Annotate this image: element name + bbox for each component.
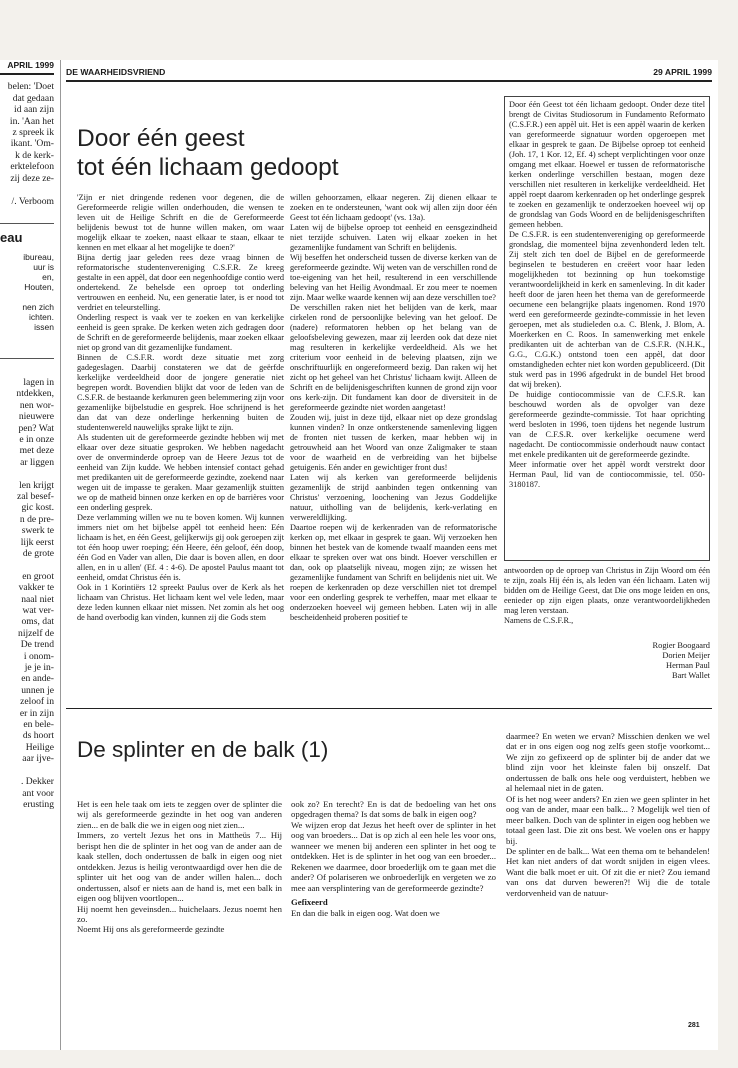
article1-paragraph: antwoorden op de oproep van Christus in Zijn Woord om één te zijn, zoals Hij één is, als leden van één lichaam. Laten wij bidden om de Heilige Geest, dat Die ons moge leiden en ons, eenieder op zijn eigen plaats, onze verantwoordelijkheden mag leren verstaan. <box>504 566 710 615</box>
info-box-paragraph: Door één Geest tot één lichaam gedoopt. Onder deze titel brengt de Civitas Studiosorum in Fundamento Reformato (C.S.F.R.) een appèl uit. Het is een appèl waarin de kerken van gereformeerde signatuur worden opgeroepen met elkaar in gesprek te gaan. De Bijbelse oproep tot eenheid (Joh. 17, 1 Kor. 12, Ef. 4) schept verplichtingen voor onze omgang met elkaar. Hoewel er tussen de reformatorische kerken onderlinge verschillen bestaan, mogen deze verschillen niet resulteren in kerkelijke verdeeldheid. Het appèl roept daarom kerkenraden op het onderlinge gesprek te zoeken en gezamenlijk te onderzoeken hoeveel wij op de grondslag van Gods Woord en de belijdenisgeschriften gemeen hebben. <box>509 100 705 229</box>
left-page-text-top <box>0 81 54 184</box>
left-page-line: dat gedaan <box>12 92 54 104</box>
article1-signatories <box>560 641 710 681</box>
article1-column-1 <box>77 193 284 623</box>
info-box-paragraph: Meer informatie over het appèl wordt verstrekt door Herman Paul, lid van de contiocommissie, tel. 050-3180187. <box>509 460 705 489</box>
article1-paragraph: Wij beseffen het onderscheid tussen de diverse kerken van de gereformeerde gezindte. Wij weten van de verschillen rond de toe-eigening van het heil, resulterend in een verschillende beleving van het Heilig Avondmaal. Er zou meer te noemen zijn. Maar welke waarde kennen wij aan deze verschillen toe? <box>290 253 497 302</box>
left-page-line: i onom- <box>23 650 54 662</box>
left-page-line: zal besef- <box>16 490 54 502</box>
left-page-line: lijk eerst <box>20 536 54 548</box>
signatory-name: Rogier Boogaard <box>652 641 710 650</box>
left-page-line <box>0 559 54 570</box>
article1-title-line1: Door één geest <box>77 125 245 152</box>
article2-paragraph: De splinter en de balk... Wat een thema om te behandelen! Het kan niet anders of dat wordt snijden in eigen vlees. Want die balk moet er uit. Of zit die er niet? Zou iemand van ons dat durven beweren?! Wij die de totale verdorvenheid van de natuur- <box>506 845 710 898</box>
article1-column-3 <box>504 566 710 626</box>
scan-right-margin <box>718 0 738 1068</box>
left-page-box-line: issen <box>34 321 54 332</box>
left-page-line: Heilige <box>25 741 54 753</box>
left-page-line: nijzelf de <box>18 627 54 639</box>
left-page-box-line: uur is <box>33 261 54 272</box>
left-page-line: swerk te <box>21 525 54 537</box>
left-page-line: ar liggen <box>20 456 54 468</box>
left-page-line: nieuwere <box>18 411 54 423</box>
article2-title: De splinter en de balk (1) <box>77 737 329 762</box>
left-page-text-bottom <box>0 377 54 810</box>
left-page-line: oms, dat <box>21 616 54 628</box>
left-page-line: k de kerk- <box>15 149 54 161</box>
left-page-box-line: ibureau, <box>23 251 54 262</box>
article2-paragraph: ook zo? En terecht? En is dat de bedoeling van het ons opgedragen thema? Is dat soms de balk in eigen oog? <box>291 799 496 820</box>
left-page-box-line: en, <box>42 271 54 282</box>
left-page-line: unnen je <box>21 684 54 696</box>
article2-paragraph: Hij noemt hen geveinsden... huichelaars. Jezus noemt hen zo. <box>77 903 282 924</box>
left-page-strip <box>0 60 54 1050</box>
left-page-line: aar ijve- <box>22 753 54 765</box>
scan-top-margin <box>0 0 738 60</box>
left-page-header: APRIL 1999 <box>0 60 54 75</box>
article2-paragraph: En dan die balk in eigen oog. Wat doen we <box>291 907 440 918</box>
left-page-line: naal niet <box>21 593 54 605</box>
article2-subheading: Gefixeerd <box>291 897 328 908</box>
left-page-line: erktelefoon <box>10 161 54 173</box>
left-page-line: zeloof in <box>20 696 54 708</box>
left-page-line: belen: 'Doet <box>7 81 54 93</box>
article1-paragraph: willen gehoorzamen, elkaar negeren. Zij dienen elkaar te zoeken en te ondersteunen, 'want ook wij allen zijn door één Geest tot één lichaam gedoopt' (vs. 13a). <box>290 193 497 222</box>
article1-paragraph: Zouden wij, juist in deze tijd, elkaar niet op deze grondslag kunnen vinden? In onze ontkerstenende samenleving liggen de fronten niet tussen de kerken, maar hebben wij in getrouwheid aan het Woord van onze Zaligmaker te staan voor de waarheid en de verbreiding van het bijbelse getuigenis. Eén ander en gewichtiger front dus! <box>290 413 497 472</box>
article1-column-2 <box>290 193 497 623</box>
left-page-line: en bele- <box>23 719 54 731</box>
scan-bottom-margin <box>0 1050 738 1068</box>
left-page-line: er in zijn <box>19 707 54 719</box>
page-gutter <box>60 60 61 1050</box>
left-page-box <box>0 223 54 358</box>
article1-paragraph: Daartoe roepen wij de kerkenraden van de reformatorische kerken op, met elkaar in gesprek te gaan. Wij verzoeken hen binnen het bestek van de komende twaalf maanden eens met elkaar te spreken over wat ons bindt. Hoever verschillen er dan, ook op plaatselijk niveau, mogen zijn; ze wissen het gezamenlijke fundament van Schrift en belijdenis niet uit. We roepen de kerkenraden op deze verschillen niet tot drempel voor een onderling gesprek te verheffen, maar met elkaar te onderzoeken hoeveel wij gemeen hebben. Laten wij in alle bescheidenheid proberen positief te <box>290 523 497 622</box>
article2-column-3 <box>506 731 710 898</box>
article1-paragraph: De verschillen raken niet het belijden van de kerk, maar cirkelen rond de persoonlijke beleving van het geloof. De (nadere) reformatoren hebben op het belang van de geloofsbeleving gewezen, maar zij leerden ook dat deze niet mag resulteren in kerkelijke verdeeldheid. Als we het criterium voor eenheid in de beleving plaatsen, zijn we onschriftuurlijk en ongereformeerd bezig. Dan raken wij het zicht op het geheel van het Christus' lichaam kwijt. Alleen de Schrift en de belijdenisgeschriften kunnen de grond zijn voor ons kerk-zijn. Dit fundament kan door de diversiteit in de gereformeerde gezindte niet worden aangetast! <box>290 303 497 412</box>
left-page-line: de grote <box>22 547 54 559</box>
publication-date: 29 APRIL 1999 <box>653 67 712 77</box>
signatory-name: Bart Wallet <box>671 671 710 681</box>
left-page-line: lagen in <box>23 376 54 388</box>
left-page-line: De trend <box>20 639 54 651</box>
page-number: 281 <box>688 1022 700 1029</box>
left-page-line: gic kost. <box>21 502 54 514</box>
info-box-paragraph: De huidige contiocommissie van de C.F.S.R. kan beschouwd worden als de opvolger van deze gereformeerde gezindte-commissie. Tot haar oprichting werd besloten in 1996, toen tijdens het negende lustrum van de C.F.S.R. over kerkelijke oecumene werd nagedacht. De contiocommissie onderhoudt nauw contact met enkele predikanten uit de gereformeerde gezindte. <box>509 390 705 459</box>
left-page-line: z spreek ik <box>12 127 54 139</box>
left-page-line: e in onze <box>19 433 54 445</box>
signatory-name: Herman Paul <box>666 661 710 671</box>
left-page-line: nen wor- <box>19 399 54 411</box>
article2-paragraph: Het is een hele taak om iets te zeggen over de splinter die wij als gereformeerde gezindte in het oog van anderen zien... en de balk die we in eigen oog niet zien... <box>77 799 282 830</box>
left-page-line: pen? Wat <box>18 422 54 434</box>
left-page-line: zij deze ze- <box>10 172 54 184</box>
article1-paragraph: 'Zijn er niet dringende redenen voor degenen, die de Gereformeerde religie willen onderhouden, die wensen te leven uit de Heilige Schrift en die de Gereformeerde belijdenis bewust tot de hunne willen maken, om waar mogelijk elkaar te zoeken, naast elkaar te staan, elkaar te kennen en met elkaar al het mogelijke te doen?' <box>77 193 284 252</box>
article1-paragraph: Ook in 1 Korintiërs 12 spreekt Paulus over de Kerk als het lichaam van Christus. Het lichaam kent wel vele leden, maar deze leden kunnen elkaar niet missen. Net zomin als het oog de hand overbodig kan vinden, kunnen zij die Gods stem <box>77 583 284 622</box>
left-page-line: ntdekken, <box>16 388 54 400</box>
article1-paragraph: Als studenten uit de gereformeerde gezindte hebben wij met elkaar over deze situatie gesproken. We hebben nagedacht over de onverminderde oproep van de Heere Jezus tot de eenheid van Zijn kudde. We hebben intensief contact gehad met predikanten uit de gereformeerde gezindte, zoekend naar wegen uit de impasse te geraken. Maar gezamenlijk stuitten we op de matheid binnen onze kerken en op de barrières voor een onderling gesprek. <box>77 433 284 512</box>
left-page-box-text <box>0 252 54 332</box>
article1-paragraph: Bijna dertig jaar geleden rees deze vraag binnen de reformatorische studentenvereniging C.S.F.R. Ze kreeg gestalte in een appèl, dat door een negenhoofdige contio werd ondertekend. Ze behelsde een oproep tot onderling vertrouwen en eenheid. Nu, een generatie later, is er nood tot verdriet en teleurstelling. <box>77 253 284 312</box>
left-page-box-line <box>0 292 54 302</box>
article1-paragraph: Laten wij de bijbelse oproep tot eenheid en eensgezindheid niet terzijde schuiven. Laten wij elkaar zoeken in het gezamenlijke fundament van Schrift en belijdenis. <box>290 223 497 252</box>
article1-title <box>77 124 457 182</box>
left-page-line: en ande- <box>21 673 54 685</box>
article2-paragraph: Of is het nog weer anders? En zien we geen splinter in het oog van de ander, maar een balk... ? Mogelijk wel tien of meer balken. Doch van de splinter in eigen oog hebben we totaal geen last. Die zit ons best. We voelen ons er happy bij. <box>506 793 710 846</box>
article1-paragraph: Deze verlamming willen we nu te boven komen. Wij kunnen immers niet om het bijbelse appèl tot eenheid heen: Eén lichaam is het, en één Geest, gelijkerwijs gij ook geroepen zijt tot één hoop uwer roeping; één Heere, één geloof, één doop, één God en Vader van allen, Die daar is boven allen, en door allen, en in u allen' (Ef. 4 : 4-6). De apostel Paulus maant tot eenheid, omdat Christus één is. <box>77 513 284 582</box>
left-page-line: . Dekker <box>20 776 54 788</box>
left-page-line <box>0 765 54 776</box>
left-page-line: ant voor <box>22 787 54 799</box>
article2-column-2 <box>291 799 496 918</box>
running-header <box>66 66 712 82</box>
left-page-line: in. 'Aan het <box>9 115 54 127</box>
article1-info-box <box>504 96 710 561</box>
signatory-name: Dorien Meijer <box>662 651 710 661</box>
left-page-line: en groot <box>22 570 54 582</box>
left-page-line: n de pre- <box>19 513 54 525</box>
article1-paragraph: Laten wij als kerken van gereformeerde belijdenis gezamenlijk de strijd aanbinden tegen ontkenning van Christus' verzoening, loochening van Jezus Goddelijke natuur, uitholling van de belijdenis, kerk-verlating en verwereldlijking. <box>290 473 497 522</box>
left-page-box-title: eau <box>0 230 23 246</box>
left-page-line: met deze <box>19 445 54 457</box>
left-page-line <box>0 468 54 479</box>
article2-paragraph: We wijzen erop dat Jezus het heeft over de splinter in het oog van broeders... Dat is op zich al een hele les voor ons, wanneer we menen bij anderen een splinter in het oog te ontdekken. Het is de splinter in het oog van een broeder... Rekenen we daarmee, door broederlijk om te gaan met die ander? Of polariseren we onbroederlijk en vergeten we zo mee aan versplintering van de gereformeerde gezindte? <box>291 819 496 893</box>
left-page-line: id aan zijn <box>14 104 54 116</box>
article2-paragraph: Immers, zo vertelt Jezus het ons in Mattheüs 7... Hij berispt hen die de splinter in het oog van de ander aan de kaak stellen, doch ondertussen de balk in eigen oog niet ontdekken. Jezus is heilig verontwaardigd over hen die de splinter uit het oog van de ander willen halen... doch ondertussen, alsof er niets aan de hand is, met een balk in eigen oog blijven voortlopen... <box>77 830 282 904</box>
left-page-line: wat ver- <box>22 605 54 616</box>
section-divider <box>66 708 712 709</box>
publication-name: DE WAARHEIDSVRIEND <box>66 67 166 77</box>
left-page-line: erusting <box>23 798 54 810</box>
left-page-line: je je in- <box>24 662 54 674</box>
left-page-box-line: nen zich <box>22 301 54 312</box>
left-page-line: vakker te <box>18 582 54 594</box>
article2-paragraph: daarmee? En weten we ervan? Misschien denken we wel dat er in ons eigen oog nog zelfs geen stofje voorkomt... We zijn zo gefixeerd op de splinter bij de ander dat we blind zijn voor het kleinste falen bij onszelf. Dat ondertussen de balk ons hele oog verduistert, hebben we al helemaal niet in de gaten. <box>506 731 710 794</box>
left-page-box-line: Houten, <box>24 281 54 292</box>
article1-paragraph: Namens de C.S.F.R., <box>504 616 574 625</box>
left-page-line: len krijgt <box>19 479 54 491</box>
article1-paragraph: Binnen de C.S.F.R. wordt deze situatie met zorg gadegeslagen. Daarbij constateren we dat de geërfde kerkelijke verdeeldheid door de jongere generatie niet begrepen wordt. Bovendien blijkt dat voor de leden van de C.S.F.R. de bestaande kerkmuren geen belemmering zijn voor gezamenlijke bijbelstudie en gesprek. Hoe schrijnend is het dan dat van deze onderlinge herkenning buiten de studentenwereld nauwelijks sprake lijkt te zijn. <box>77 353 284 432</box>
left-page-box-line: ichten. <box>28 311 54 322</box>
left-page-signature: /. Verboom <box>11 196 54 208</box>
left-page-line: ds hoort <box>22 730 54 742</box>
article2-column-1 <box>77 799 282 935</box>
article1-paragraph: Onderling respect is vaak ver te zoeken en van kerkelijke eenheid is geen sprake. De kerken weten zich gedragen door de Schrift en de gereformeerde belijdenis, maar zoeken elkaar niet op grond van dit gezamenlijke fundament. <box>77 313 284 352</box>
article1-title-line2: tot één lichaam gedoopt <box>77 154 339 181</box>
info-box-paragraph: De C.S.F.R. is een studentenvereniging op gereformeerde grondslag, die momenteel bijna zevenhonderd leden telt. Zij stelt zich ten doel de Bijbel en de gereformeerde beginselen te bestuderen en creëert voor haar leden mogelijkheden tot bezinning op hun toekomstige verantwoordelijkheid in kerk en samenleving. In dit kader heeft door de jaren heen het thema van de gereformeerde oecumene een belangrijke plaats ingenomen. Rond 1970 werd een gereformeerde gezindte-commissie in het leven geroepen, met als studieleden o.a. C. Blenk, J. Blom, A. Moerkerken en C. Roos. In samenwerking met enkele predikanten uit de achterban van de C.S.F.R. (N.H.K., G.G., C.G.K.) ontstond toen een appèl, dat door omstandigheden echter niet kon worden gepubliceerd. (Dit stuk werd pas in 1996 afgedrukt in de bundel Het brood dat wij breken). <box>509 230 705 389</box>
article2-paragraph: Noemt Hij ons als gereformeerde gezindte <box>77 924 225 935</box>
left-page-line: ikant. 'Om- <box>10 138 54 150</box>
